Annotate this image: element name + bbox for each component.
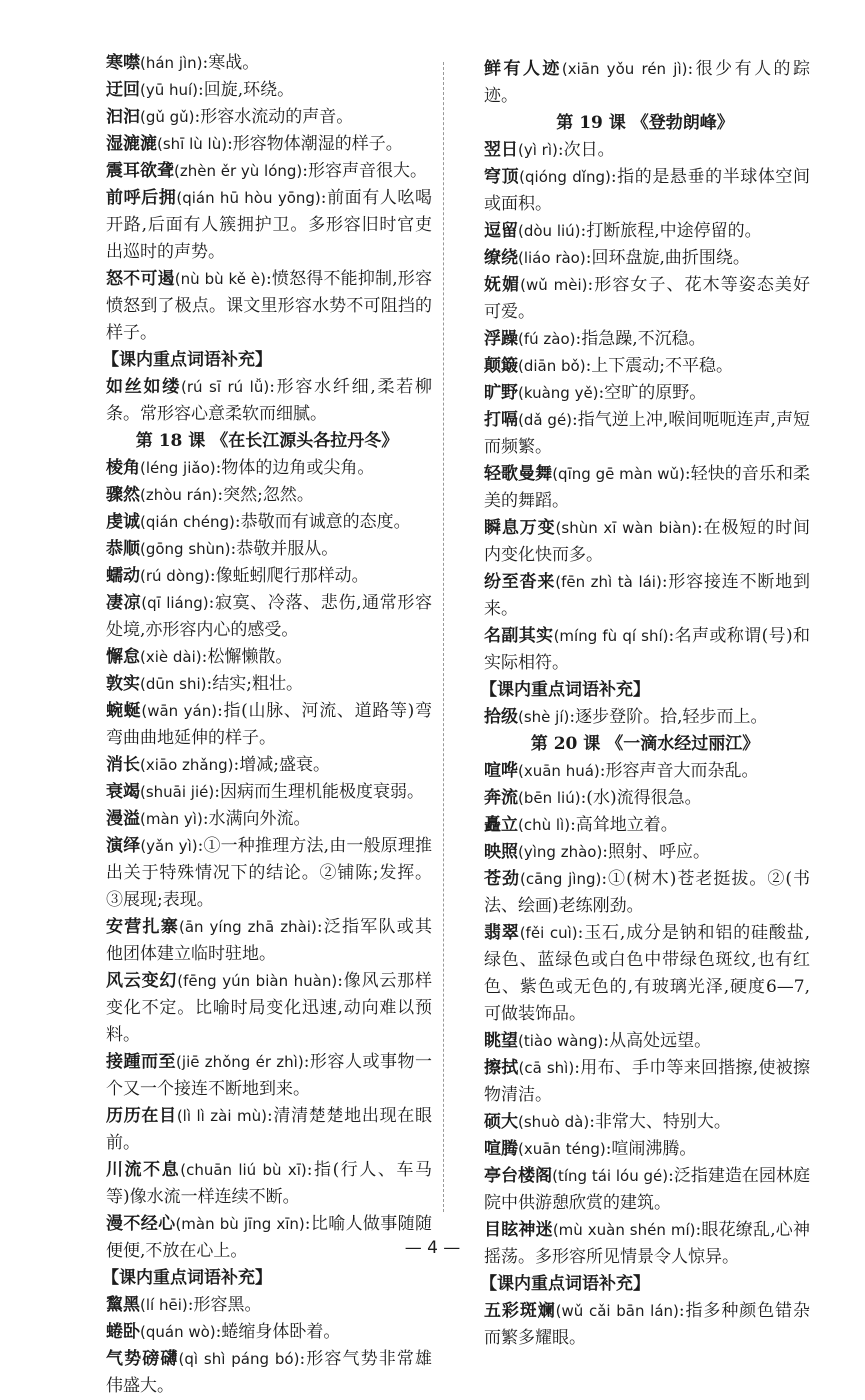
vocab-term: 震耳欲聋 (106, 161, 174, 181)
vocab-entry (102, 1292, 432, 1319)
vocab-definition: :指的是悬垂的半球体空间或面积。 (484, 167, 810, 214)
vocab-term: 矗立 (484, 815, 518, 835)
vocab-entry (480, 920, 810, 1028)
vocab-term: 目眩神迷 (484, 1220, 553, 1240)
vocab-entry (102, 644, 432, 671)
supplement-heading: 【课内重点词语补充】 (480, 680, 650, 700)
vocab-pinyin: (léng jiǎo) (140, 459, 216, 477)
vocab-definition: :形容水流动的声音。 (194, 107, 354, 127)
vocab-definition: :像蚯蚓爬行那样动。 (209, 566, 369, 586)
vocab-term: 棱角 (106, 458, 140, 478)
vocab-entry (480, 839, 810, 866)
vocab-pinyin: (liáo rào) (518, 249, 586, 267)
vocab-pinyin: (qián hū hòu yōng) (176, 189, 321, 207)
page-number: — 4 — (404, 1238, 461, 1258)
vocab-term: 旷野 (484, 383, 518, 403)
vocab-entry (480, 1163, 810, 1217)
vocab-pinyin: (fēng yún biàn huàn) (177, 972, 338, 990)
vocab-pinyin: (míng fù qí shí) (553, 627, 669, 645)
vocab-definition: :形容接连不断地到来。 (484, 572, 810, 619)
vocab-entry (480, 218, 810, 245)
lesson-heading: 第 19 课 《登勃朗峰》 (556, 113, 734, 133)
vocab-definition: :物体的边角或尖角。 (215, 458, 375, 478)
vocab-pinyin: (xuān huá) (518, 762, 600, 780)
vocab-term: 逗留 (484, 221, 518, 241)
vocab-pinyin: (mù xuàn shén mí) (552, 1221, 696, 1239)
vocab-pinyin: (chù lì) (518, 816, 571, 834)
vocab-definition: :泛指建造在园林庭院中供游憩欣赏的建筑。 (484, 1166, 810, 1213)
vocab-pinyin: (gǔ gǔ) (140, 108, 195, 126)
vocab-pinyin: (qì shì páng bó) (178, 1350, 300, 1368)
vocab-entry (480, 569, 810, 623)
vocab-pinyin: (yū huí) (140, 81, 199, 99)
vocab-definition: :形容气势非常雄伟盛大。 (106, 1349, 432, 1396)
vocab-definition: :愤怒得不能抑制,形容愤怒到了极点。课文里形容水势不可阻挡的样子。 (106, 269, 432, 343)
vocab-pinyin: (quán wò) (140, 1323, 216, 1341)
vocab-pinyin: (tiào wàng) (518, 1032, 604, 1050)
vocab-entry (480, 461, 810, 515)
vocab-definition: :清清楚楚地出现在眼前。 (106, 1106, 432, 1153)
vocab-definition: :形容物体潮湿的样子。 (227, 134, 403, 154)
vocab-term: 漫溢 (106, 809, 140, 829)
vocab-term: 蠕动 (106, 566, 140, 586)
vocab-pinyin: (chuān liú bù xī) (180, 1161, 307, 1179)
vocab-pinyin: (kuàng yě) (518, 384, 599, 402)
vocab-definition: :恭敬并服从。 (230, 539, 339, 559)
vocab-definition: :指(山脉、河流、道路等)弯弯曲曲地延伸的样子。 (106, 701, 432, 748)
vocab-definition: :用布、手巾等来回揩擦,使被擦物清洁。 (484, 1058, 811, 1105)
vocab-pinyin: (shī lù lù) (157, 135, 228, 153)
vocab-pinyin: (ān yíng zhā zhài) (178, 918, 317, 936)
vocab-term: 亭台楼阁 (484, 1166, 553, 1186)
vocab-definition: :松懈懒散。 (201, 647, 293, 667)
vocab-pinyin: (cā shì) (518, 1059, 575, 1077)
vocab-pinyin: (tíng tái lóu gé) (552, 1167, 669, 1185)
vocab-definition: :形容声音大而杂乱。 (599, 761, 759, 781)
lesson-heading: 第 18 课 《在长江源头各拉丹冬》 (135, 431, 399, 451)
left-column (102, 50, 432, 1400)
vocab-term: 安营扎寨 (106, 917, 179, 937)
vocab-definition: :(水)流得很急。 (580, 788, 702, 808)
vocab-entry (102, 509, 432, 536)
vocab-entry (102, 806, 432, 833)
vocab-term: 喧腾 (484, 1139, 518, 1159)
vocab-pinyin: (rú sī rú lǚ) (180, 378, 270, 396)
vocab-definition: :增减;盛衰。 (233, 755, 330, 775)
vocab-definition: :回环盘旋,曲折围绕。 (585, 248, 750, 268)
vocab-pinyin: (shùn xī wàn biàn) (555, 519, 697, 537)
vocab-entry (102, 131, 432, 158)
vocab-entry (480, 326, 810, 353)
vocab-entry (480, 1136, 810, 1163)
vocab-term: 轻歌曼舞 (484, 464, 553, 484)
vocab-entry (480, 1055, 810, 1109)
vocab-entry (102, 779, 432, 806)
vocab-definition: :眼花缭乱,心神摇荡。多形容所见情景令人惊异。 (484, 1220, 811, 1267)
vocab-term: 黧黑 (106, 1295, 140, 1315)
vocab-definition: :逐步登阶。拾,轻步而上。 (569, 707, 768, 727)
vocab-pinyin: (màn bù jīng xīn) (175, 1215, 305, 1233)
vocab-entry (480, 515, 810, 569)
vocab-definition: :寒战。 (202, 53, 260, 73)
vocab-term: 打嗝 (484, 410, 519, 430)
vocab-term: 敦实 (106, 674, 140, 694)
vocab-definition: :①(树木)苍老挺拔。②(书法、绘画)老练刚劲。 (484, 869, 811, 916)
right-column (480, 56, 810, 1352)
vocab-entry (102, 1103, 432, 1157)
vocab-definition: :上下震动;不平稳。 (585, 356, 734, 376)
vocab-pinyin: (fěi cuì) (519, 924, 578, 942)
vocab-entry (102, 104, 432, 131)
vocab-entry (102, 914, 432, 968)
vocab-entry (480, 866, 810, 920)
lesson-heading: 第 20 课 《一滴水经过丽江》 (530, 734, 760, 754)
vocab-term: 苍劲 (484, 869, 521, 889)
vocab-term: 硕大 (484, 1112, 518, 1132)
vocab-term: 纷至沓来 (484, 572, 556, 592)
vocab-definition: :喧闹沸腾。 (605, 1139, 697, 1159)
vocab-entry (480, 272, 810, 326)
vocab-term: 虔诚 (106, 512, 140, 532)
vocab-term: 凄凉 (106, 593, 142, 613)
vocab-entry (102, 1346, 432, 1400)
vocab-pinyin: (zhèn ěr yù lóng) (174, 162, 303, 180)
vocab-entry (102, 563, 432, 590)
vocab-term: 迂回 (106, 80, 140, 100)
vocab-entry (102, 968, 432, 1049)
vocab-definition: :泛指军队或其他团体建立临时驻地。 (106, 917, 433, 964)
vocab-pinyin: (wǔ cǎi bān lán) (555, 1302, 679, 1320)
vocab-term: 妩媚 (484, 275, 521, 295)
supplement-heading: 【课内重点词语补充】 (102, 1268, 272, 1288)
vocab-term: 穹顶 (484, 167, 520, 187)
vocab-entry (102, 698, 432, 752)
vocab-pinyin: (qióng dǐng) (519, 168, 611, 186)
vocab-pinyin: (yǎn yì) (140, 837, 198, 855)
vocab-pinyin: (lí hēi) (140, 1296, 188, 1314)
vocab-entry (102, 590, 432, 644)
vocab-entry (480, 380, 810, 407)
vocab-term: 演绎 (106, 836, 141, 856)
vocab-term: 骤然 (106, 485, 140, 505)
vocab-definition: :形容女子、花木等姿态美好可爱。 (484, 275, 810, 322)
vocab-definition: :水满向外流。 (202, 809, 311, 829)
vocab-term: 五彩斑斓 (484, 1301, 556, 1321)
vocab-definition: :空旷的原野。 (598, 383, 707, 403)
vocab-entry (480, 704, 810, 731)
vocab-entry (102, 266, 432, 347)
vocab-definition: :玉石,成分是钠和铝的硅酸盐,绿色、蓝绿色或白色中带绿色斑纹,也有红色、紫色或无色的,有玻璃光泽,硬度6—7,可做装饰品。 (484, 923, 810, 1024)
vocab-term: 眺望 (484, 1031, 518, 1051)
vocab-definition: :恭敬而有诚意的态度。 (234, 512, 411, 532)
vocab-pinyin: (hán jìn) (140, 54, 203, 72)
vocab-term: 缭绕 (484, 248, 518, 268)
vocab-entry (102, 833, 432, 914)
vocab-term: 历历在目 (106, 1106, 177, 1126)
vocab-pinyin: (màn yì) (140, 810, 203, 828)
vocab-entry (480, 407, 810, 461)
vocab-pinyin: (shè jí) (518, 708, 570, 726)
vocab-definition: :很少有人的踪迹。 (484, 59, 810, 106)
vocab-term: 湿漉漉 (106, 134, 157, 154)
vocab-definition: :指(行人、车马等)像水流一样连续不断。 (106, 1160, 432, 1207)
supplement-heading: 【课内重点词语补充】 (102, 350, 272, 370)
vocab-entry (480, 1298, 810, 1352)
vocab-definition: :形容黑。 (187, 1295, 262, 1315)
vocab-term: 汩汩 (106, 107, 140, 127)
vocab-pinyin: (cāng jìng) (520, 870, 602, 888)
column-divider (443, 62, 444, 1212)
vocab-entry (480, 56, 810, 110)
vocab-pinyin: (xiè dài) (140, 648, 202, 666)
vocab-entry (102, 1049, 432, 1103)
vocab-term: 风云变幻 (106, 971, 178, 991)
vocab-pinyin: (nù bù kě è) (174, 270, 266, 288)
vocab-entry (480, 164, 810, 218)
vocab-pinyin: (fēn zhì tà lái) (555, 573, 662, 591)
vocab-pinyin: (lì lì zài mù) (176, 1107, 267, 1125)
vocab-definition: :名声或称谓(号)和实际相符。 (484, 626, 810, 673)
vocab-term: 气势磅礴 (106, 1349, 179, 1369)
vocab-term: 恭顺 (106, 539, 140, 559)
vocab-entry (480, 245, 810, 272)
vocab-entry (102, 50, 432, 77)
vocab-entry (102, 536, 432, 563)
vocab-pinyin: (xiān yǒu rén jì) (561, 60, 688, 78)
vocab-definition: :非常大、特别大。 (589, 1112, 731, 1132)
vocab-pinyin: (dǎ gé) (518, 411, 573, 429)
vocab-pinyin: (diān bǒ) (518, 357, 586, 375)
vocab-pinyin: (gōng shùn) (140, 540, 231, 558)
vocab-entry (102, 185, 432, 266)
vocab-term: 川流不息 (106, 1160, 181, 1180)
vocab-pinyin: (shuāi jié) (140, 783, 215, 801)
vocab-pinyin: (yìng zhào) (518, 843, 603, 861)
vocab-term: 瞬息万变 (484, 518, 556, 538)
vocab-entry (480, 1109, 810, 1136)
vocab-definition: :从高处远望。 (603, 1031, 712, 1051)
vocab-entry (102, 77, 432, 104)
vocab-term: 懈怠 (106, 647, 140, 667)
vocab-definition: :比喻人做事随随便便,不放在心上。 (106, 1214, 433, 1261)
vocab-definition: :寂寞、冷落、悲伤,通常形容处境,亦形容内心的感受。 (106, 593, 433, 640)
vocab-pinyin: (xuān téng) (518, 1140, 606, 1158)
vocab-entry (102, 671, 432, 698)
vocab-term: 如丝如缕 (106, 377, 181, 397)
vocab-entry (102, 1319, 432, 1346)
vocab-pinyin: (wǔ mèi) (520, 276, 588, 294)
vocab-definition: :像风云那样变化不定。比喻时局变化迅速,动向难以预料。 (106, 971, 432, 1045)
vocab-term: 名副其实 (484, 626, 554, 646)
vocab-pinyin: (fú zào) (518, 330, 576, 348)
vocab-pinyin: (qīng gē màn wǔ) (552, 465, 685, 483)
vocab-definition: :形容声音很大。 (302, 161, 428, 181)
vocab-entry (102, 158, 432, 185)
vocab-definition: :高耸地立着。 (570, 815, 678, 835)
vocab-entry (480, 758, 810, 785)
vocab-definition: :指气逆上冲,喉间呃呃连声,声短而频繁。 (484, 410, 810, 457)
vocab-entry (480, 353, 810, 380)
vocab-term: 翌日 (484, 140, 518, 160)
vocab-term: 翡翠 (484, 923, 520, 943)
supplement-heading: 【课内重点词语补充】 (480, 1274, 650, 1294)
vocab-entry (102, 374, 432, 428)
vocab-term: 喧哗 (484, 761, 518, 781)
vocab-term: 怒不可遏 (106, 269, 175, 289)
vocab-pinyin: (yì rì) (518, 141, 558, 159)
vocab-definition: :①一种推理方法,由一般原理推出关于特殊情况下的结论。②铺陈;发挥。③展现;表现。 (106, 836, 433, 910)
vocab-term: 蜷卧 (106, 1322, 140, 1342)
vocab-pinyin: (qián chéng) (140, 513, 235, 531)
vocab-term: 映照 (484, 842, 518, 862)
vocab-pinyin: (xiāo zhǎng) (140, 756, 234, 774)
vocab-term: 浮躁 (484, 329, 518, 349)
vocab-term: 奔流 (484, 788, 518, 808)
vocab-term: 漫不经心 (106, 1214, 176, 1234)
vocab-definition: :结实;粗壮。 (206, 674, 303, 694)
vocab-entry (480, 812, 810, 839)
vocab-entry (480, 1028, 810, 1055)
vocab-term: 寒噤 (106, 53, 140, 73)
vocab-entry (102, 752, 432, 779)
vocab-term: 接踵而至 (106, 1052, 177, 1072)
vocab-definition: :前面有人吆喝开路,后面有人簇拥护卫。多形容旧时官吏出巡时的声势。 (106, 188, 433, 262)
vocab-entry (102, 455, 432, 482)
vocab-entry (102, 482, 432, 509)
vocab-pinyin: (bēn liú) (518, 789, 581, 807)
vocab-term: 消长 (106, 755, 140, 775)
vocab-pinyin: (dòu liú) (518, 222, 581, 240)
vocab-definition: :照射、呼应。 (602, 842, 711, 862)
vocab-entry (480, 137, 810, 164)
vocab-definition: :指急躁,不沉稳。 (575, 329, 706, 349)
vocab-definition: :蜷缩身体卧着。 (215, 1322, 341, 1342)
vocab-definition: :回旋,环绕。 (198, 80, 295, 100)
vocab-term: 擦拭 (484, 1058, 519, 1078)
vocab-pinyin: (rú dòng) (140, 567, 210, 585)
vocab-term: 颠簸 (484, 356, 518, 376)
vocab-entry (102, 1157, 432, 1211)
vocab-pinyin: (qī liáng) (141, 594, 209, 612)
vocab-definition: :轻快的音乐和柔美的舞蹈。 (484, 464, 811, 511)
vocab-definition: :形容水纤细,柔若柳条。常形容心意柔软而细腻。 (106, 377, 432, 424)
vocab-definition: :打断旅程,中途停留的。 (580, 221, 762, 241)
vocab-definition: :在极短的时间内变化快而多。 (484, 518, 810, 565)
vocab-term: 鲜有人迹 (484, 59, 562, 79)
vocab-term: 蜿蜒 (106, 701, 142, 721)
vocab-definition: :因病而生理机能极度衰弱。 (214, 782, 424, 802)
vocab-term: 衰竭 (106, 782, 140, 802)
vocab-term: 拾级 (484, 707, 518, 727)
vocab-entry (480, 623, 810, 677)
vocab-pinyin: (dūn shi) (140, 675, 207, 693)
vocab-term: 前呼后拥 (106, 188, 177, 208)
vocab-entry (480, 785, 810, 812)
vocab-pinyin: (shuò dà) (518, 1113, 590, 1131)
vocab-definition: :形容人或事物一个又一个接连不断地到来。 (106, 1052, 432, 1099)
vocab-pinyin: (jiē zhǒng ér zhì) (176, 1053, 304, 1071)
vocab-pinyin: (zhòu rán) (140, 486, 218, 504)
vocab-definition: :指多种颜色错杂而繁多耀眼。 (484, 1301, 810, 1348)
vocab-definition: :突然;忽然。 (217, 485, 314, 505)
vocab-pinyin: (wān yán) (141, 702, 218, 720)
vocab-definition: :次日。 (557, 140, 615, 160)
